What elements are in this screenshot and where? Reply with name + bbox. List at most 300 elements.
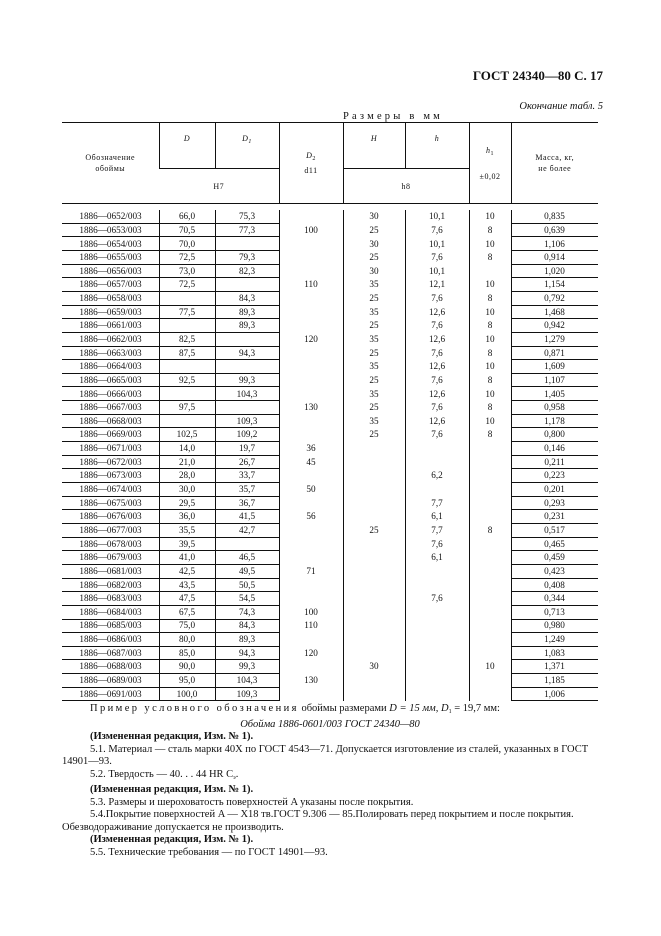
table-cell: 30 <box>369 238 379 249</box>
table-cell: 0,980 <box>544 620 565 631</box>
table-row <box>62 428 598 442</box>
table-cell: 1886—0675/003 <box>79 497 142 508</box>
table-cell: 130 <box>304 402 318 413</box>
row-line <box>62 509 279 510</box>
table-row <box>62 456 598 470</box>
table-cell: 8 <box>487 320 493 331</box>
row-line <box>511 400 598 401</box>
row-line <box>62 386 279 387</box>
table-cell: 67,5 <box>178 606 196 617</box>
table-cell: 73,0 <box>178 265 196 276</box>
table-cell: 70,5 <box>178 224 196 235</box>
table-cell: 0,792 <box>544 293 565 304</box>
table-cell: 12,6 <box>428 361 446 372</box>
table-cell: 72,5 <box>178 252 196 263</box>
row-line <box>62 223 279 224</box>
row-line <box>511 455 598 456</box>
table-cell: 99,3 <box>238 661 256 672</box>
paragraph: 5.5. Технические требования — по ГОСТ 14901—93. <box>90 846 328 858</box>
table-cell: 0,231 <box>544 511 565 522</box>
row-line <box>62 250 279 251</box>
row-line <box>62 277 279 278</box>
table-cell: 41,0 <box>178 552 196 563</box>
table-cell: 35 <box>369 279 379 290</box>
grid-line <box>279 210 280 701</box>
row-line <box>511 564 598 565</box>
row-line <box>511 700 598 701</box>
table-cell: 0,517 <box>544 524 565 535</box>
table-cell: 10 <box>485 279 495 290</box>
table-row <box>62 224 598 238</box>
table-cell: 0,408 <box>544 579 565 590</box>
table-cell: 1886—0659/003 <box>79 306 142 317</box>
table-cell: 10 <box>485 361 495 372</box>
table-cell: 46,5 <box>238 552 256 563</box>
table-cell: 74,3 <box>238 606 256 617</box>
row-line <box>511 373 598 374</box>
row-line <box>511 659 598 660</box>
table-cell: 0,800 <box>544 429 565 440</box>
table-cell: 1886—0674/003 <box>79 484 142 495</box>
table-row <box>62 374 598 388</box>
table-cell: 6,1 <box>431 511 443 522</box>
table-cell: 25 <box>369 402 379 413</box>
table-cell: 30,0 <box>178 484 196 495</box>
table-cell: 1886—0672/003 <box>79 456 142 467</box>
row-line <box>62 659 279 660</box>
paragraph: (Измененная редакция, Изм. № 1). <box>90 731 254 742</box>
table-cell: 7,6 <box>431 593 443 604</box>
table-cell: 1886—0681/003 <box>79 565 142 576</box>
table-row <box>62 510 598 524</box>
table-cell: 7,6 <box>431 347 443 358</box>
table-row <box>62 251 598 265</box>
table-cell: 94,3 <box>238 647 256 658</box>
table-cell: 82,5 <box>178 333 196 344</box>
row-line <box>62 305 279 306</box>
table-cell: 8 <box>487 347 493 358</box>
row-line <box>511 223 598 224</box>
table-row <box>62 633 598 647</box>
table-cell: 10 <box>485 211 495 222</box>
row-line <box>511 673 598 674</box>
table-cell: 94,3 <box>238 347 256 358</box>
row-line <box>511 632 598 633</box>
table-cell: 1,468 <box>544 306 565 317</box>
table-cell: 1,006 <box>544 688 565 699</box>
row-line <box>62 619 279 620</box>
table-cell: 109,2 <box>236 429 258 440</box>
col-D2: $D_2$ d11 <box>279 123 343 204</box>
row-line <box>511 537 598 538</box>
table-cell: 1886—0685/003 <box>79 620 142 631</box>
table-cell: 90,0 <box>178 661 196 672</box>
table-cell: 120 <box>304 647 318 658</box>
table-cell: 30 <box>369 661 379 672</box>
table-cell: 7,6 <box>431 402 443 413</box>
table-cell: 1886—0665/003 <box>79 374 142 385</box>
dimensions-table <box>62 122 598 701</box>
row-line <box>511 605 598 606</box>
table-cell: 8 <box>487 524 493 535</box>
table-cell: 87,5 <box>178 347 196 358</box>
row-line <box>511 468 598 469</box>
table-cell: 100 <box>304 606 318 617</box>
table-cell: 35 <box>369 415 379 426</box>
table-row <box>62 578 598 592</box>
row-line <box>511 236 598 237</box>
table-cell: 1886—0658/003 <box>79 293 142 304</box>
table-cell: 12,1 <box>428 279 446 290</box>
paragraph: (Измененная редакция, Изм. № 1). <box>90 834 254 845</box>
tol-h8: h8 <box>343 169 469 204</box>
table-cell: 50,5 <box>238 579 256 590</box>
table-cell: 25 <box>369 252 379 263</box>
table-cell: 72,5 <box>178 279 196 290</box>
table-cell: 29,5 <box>178 497 196 508</box>
table-cell: 0,344 <box>544 593 565 604</box>
row-line <box>62 632 279 633</box>
col-H: H <box>343 123 405 169</box>
row-line <box>62 550 279 551</box>
table-row <box>62 619 598 633</box>
table-cell: 35 <box>369 388 379 399</box>
row-line <box>511 523 598 524</box>
table-cell: 30 <box>369 265 379 276</box>
row-line <box>62 673 279 674</box>
table-cell: 10,1 <box>428 211 446 222</box>
table-cell: 0,211 <box>544 456 565 467</box>
table-cell: 1886—0689/003 <box>79 675 142 685</box>
table-cell: 28,0 <box>178 470 196 481</box>
table-cell: 8 <box>487 429 493 440</box>
row-line <box>511 291 598 292</box>
example-designation: Обойма 1886-0601/003 ГОСТ 24340—80 <box>240 718 420 730</box>
table-cell: 1886—0657/003 <box>79 279 142 290</box>
table-row <box>62 401 598 415</box>
table-cell: 19,7 <box>238 443 256 454</box>
table-cell: 84,3 <box>238 620 256 631</box>
table-cell: 89,3 <box>238 306 256 317</box>
table-cell: 21,0 <box>178 456 196 467</box>
table-cell: 0,459 <box>544 552 565 563</box>
table-cell: 1886—0656/003 <box>79 265 142 276</box>
row-line <box>62 427 279 428</box>
table-cell: 36,0 <box>178 511 196 522</box>
table-cell: 1886—0676/003 <box>79 511 142 522</box>
table-cell: 1,185 <box>544 675 565 685</box>
table-cell: 56 <box>306 511 316 522</box>
table-cell: 0,958 <box>544 402 565 413</box>
table-cell: 0,201 <box>544 484 565 495</box>
table-row <box>62 319 598 333</box>
paragraph: 5.1. Материал — сталь марки 40X по ГОСТ 4543—71. Допускается изготовление из сталей, указанных в ГОСТ 14901—93. <box>62 743 589 767</box>
table-cell: 49,5 <box>238 565 256 576</box>
grid-line <box>405 210 406 701</box>
table-cell: 109,3 <box>236 415 258 426</box>
table-row <box>62 305 598 319</box>
row-line <box>62 523 279 524</box>
table-cell: 54,5 <box>238 593 256 604</box>
table-cell: 30 <box>369 211 379 222</box>
table-cell: 1886—0678/003 <box>79 538 142 549</box>
table-cell: 0,835 <box>544 211 565 222</box>
row-line <box>62 291 279 292</box>
table-cell: 50 <box>306 484 316 495</box>
table-row <box>62 442 598 456</box>
table-row <box>62 387 598 401</box>
row-line <box>511 277 598 278</box>
row-line <box>511 482 598 483</box>
table-cell: 7,6 <box>431 224 443 235</box>
table-cell: 0,423 <box>544 565 565 576</box>
table-cell: 1886—0655/003 <box>79 252 142 263</box>
table-cell: 109,3 <box>236 688 258 699</box>
table-cell: 1886—0661/003 <box>79 320 142 331</box>
table-cell: 0,639 <box>544 224 565 235</box>
row-line <box>62 482 279 483</box>
table-cell: 1886—0684/003 <box>79 606 142 617</box>
table-cell: 1,107 <box>544 374 565 385</box>
table-cell: 102,5 <box>176 429 198 440</box>
table-cell: 80,0 <box>178 634 196 645</box>
table-cell: 6,1 <box>431 552 443 563</box>
table-row <box>62 346 598 360</box>
row-line <box>511 359 598 360</box>
table-row <box>62 606 598 620</box>
table-cell: 0,942 <box>544 320 565 331</box>
row-line <box>511 414 598 415</box>
table-cell: 36 <box>306 443 316 454</box>
paragraph: 5.2. Твердость — 40. . . 44 HR $C_э$. <box>90 768 239 781</box>
row-line <box>511 346 598 347</box>
table-cell: 7,6 <box>431 252 443 263</box>
table-cell: 35,5 <box>178 524 196 535</box>
table-cell: 0,871 <box>544 347 565 358</box>
table-row <box>62 469 598 483</box>
table-cell: 1886—0666/003 <box>79 388 142 399</box>
page-header: ГОСТ 24340—80 С. 17 <box>472 68 603 83</box>
row-line <box>62 359 279 360</box>
table-row <box>62 674 598 688</box>
table-cell: 1,154 <box>544 279 565 290</box>
table-cell: 1886—0691/003 <box>79 688 142 699</box>
row-line <box>62 400 279 401</box>
paragraph: 5.4.Покрытие поверхностей A — X18 тв.ГОСТ 9.306 — 85.Полировать перед покрытием и после покрытия. Обезводораживание допускается не производить. <box>62 809 574 833</box>
table-cell: 7,6 <box>431 429 443 440</box>
table-cell: 97,5 <box>178 402 196 413</box>
row-line <box>511 578 598 579</box>
table-cell: 10 <box>485 661 495 672</box>
row-line <box>511 305 598 306</box>
row-line <box>511 427 598 428</box>
row-line <box>62 414 279 415</box>
row-line <box>511 318 598 319</box>
table-cell: 10,1 <box>428 265 446 276</box>
table-cell: 1886—0688/003 <box>79 661 142 672</box>
table-row <box>62 333 598 347</box>
table-cell: 1,106 <box>544 238 565 249</box>
table-row <box>62 278 598 292</box>
table-cell: 95,0 <box>178 675 196 685</box>
table-cell: 6,2 <box>431 470 443 481</box>
row-line <box>62 687 279 688</box>
row-line <box>511 687 598 688</box>
table-cell: 1886—0654/003 <box>79 238 142 249</box>
row-line <box>62 455 279 456</box>
table-cell: 104,3 <box>236 675 258 685</box>
table-cell: 0,293 <box>544 497 565 508</box>
row-line <box>511 550 598 551</box>
table-cell: 1886—0664/003 <box>79 361 142 372</box>
table-cell: 100,0 <box>176 688 198 699</box>
row-line <box>62 578 279 579</box>
table-cell: 79,3 <box>238 252 256 263</box>
table-cell: 7,7 <box>431 497 443 508</box>
table-cell: 7,7 <box>431 524 443 535</box>
row-line <box>511 250 598 251</box>
table-cell: 75,0 <box>178 620 196 631</box>
table-cell: 10 <box>485 415 495 426</box>
table-cell: 47,5 <box>178 593 196 604</box>
table-cell: 45 <box>306 456 316 467</box>
table-row <box>62 292 598 306</box>
col-D1: $D_1$ <box>215 123 279 169</box>
table-cell: 10 <box>485 306 495 317</box>
table-cell: 77,5 <box>178 306 196 317</box>
col-h: h <box>405 123 469 169</box>
table-row <box>62 687 598 701</box>
table-cell: 1886—0679/003 <box>79 552 142 563</box>
table-row <box>62 524 598 538</box>
row-line <box>62 700 279 701</box>
table-cell: 75,3 <box>238 211 256 222</box>
table-cell: 1886—0686/003 <box>79 634 142 645</box>
table-cell: 10 <box>485 333 495 344</box>
table-row <box>62 496 598 510</box>
table-cell: 71 <box>306 565 316 576</box>
table-cell: 12,6 <box>428 333 446 344</box>
row-line <box>511 264 598 265</box>
table-cell: 89,3 <box>238 320 256 331</box>
table-cell: 8 <box>487 293 493 304</box>
table-cell: 35 <box>369 306 379 317</box>
grid-line <box>159 210 160 701</box>
col-mass: Масса, кг, не более <box>511 123 598 204</box>
paragraph: (Измененная редакция, Изм. № 1). <box>90 784 254 795</box>
table-row <box>62 551 598 565</box>
table-cell: 85,0 <box>178 647 196 658</box>
table-cell: 1886—0668/003 <box>79 415 142 426</box>
row-line <box>62 537 279 538</box>
table-cell: 14,0 <box>178 443 196 454</box>
table-cell: 35 <box>369 361 379 372</box>
row-line <box>62 236 279 237</box>
table-cell: 12,6 <box>428 306 446 317</box>
table-body <box>62 210 598 701</box>
grid-line <box>469 210 470 701</box>
table-cell: 104,3 <box>236 388 258 399</box>
table-cell: 1886—0687/003 <box>79 647 142 658</box>
paragraph: 5.3. Размеры и шероховатость поверхностей A указаны после покрытия. <box>90 796 414 808</box>
col-h1: $h_1$ ±0,02 <box>469 123 511 204</box>
table-row <box>62 483 598 497</box>
table-cell: 10 <box>485 238 495 249</box>
table-cell: 110 <box>304 620 318 631</box>
table-cell: 0,914 <box>544 252 565 263</box>
table-cell: 7,6 <box>431 538 443 549</box>
units-caption: Размеры в мм <box>343 111 444 122</box>
table-cell: 0,146 <box>544 443 565 454</box>
table-cell: 7,6 <box>431 374 443 385</box>
table-cell: 0,465 <box>544 538 565 549</box>
table-cell: 1886—0652/003 <box>79 211 142 222</box>
table-cell: 100 <box>304 224 318 235</box>
table-cell: 1886—0663/003 <box>79 347 142 358</box>
table-cell: 8 <box>487 224 493 235</box>
row-line <box>511 386 598 387</box>
table-cell: 82,3 <box>238 265 256 276</box>
table-cell: 1886—0662/003 <box>79 333 142 344</box>
table-cell: 26,7 <box>238 456 256 467</box>
grid-line <box>511 210 512 701</box>
grid-line <box>343 210 344 701</box>
table-cell: 84,3 <box>238 293 256 304</box>
table-cell: 1886—0682/003 <box>79 579 142 590</box>
table-row <box>62 565 598 579</box>
table-row <box>62 415 598 429</box>
table-cell: 42,7 <box>238 524 256 535</box>
grid-line <box>215 210 216 701</box>
table-cell: 10,1 <box>428 238 446 249</box>
table-cell: 7,6 <box>431 320 443 331</box>
table-cell: 120 <box>304 333 318 344</box>
table-note: Окончание табл. 5 <box>519 101 603 112</box>
row-line <box>62 264 279 265</box>
table-row <box>62 647 598 661</box>
table-cell: 0,223 <box>544 470 565 481</box>
table-cell: 43,5 <box>178 579 196 590</box>
table-row <box>62 360 598 374</box>
table-row <box>62 592 598 606</box>
table-cell: 1,249 <box>544 634 565 645</box>
row-line <box>511 441 598 442</box>
table-cell: 33,7 <box>238 470 256 481</box>
table-cell: 1886—0673/003 <box>79 470 142 481</box>
table-cell: 99,3 <box>238 374 256 385</box>
table-cell: 25 <box>369 374 379 385</box>
row-line <box>511 646 598 647</box>
table-header <box>62 122 598 204</box>
table-cell: 25 <box>369 524 379 535</box>
table-cell: 36,7 <box>238 497 256 508</box>
row-line <box>62 591 279 592</box>
table-cell: 25 <box>369 429 379 440</box>
row-line <box>511 591 598 592</box>
table-cell: 41,5 <box>238 511 256 522</box>
table-cell: 1,279 <box>544 333 565 344</box>
table-cell: 39,5 <box>178 538 196 549</box>
table-row <box>62 265 598 279</box>
row-line <box>62 332 279 333</box>
row-line <box>511 509 598 510</box>
row-line <box>62 318 279 319</box>
table-cell: 7,6 <box>431 293 443 304</box>
table-cell: 25 <box>369 347 379 358</box>
table-cell: 10 <box>485 388 495 399</box>
row-line <box>62 468 279 469</box>
table-cell: 12,6 <box>428 415 446 426</box>
